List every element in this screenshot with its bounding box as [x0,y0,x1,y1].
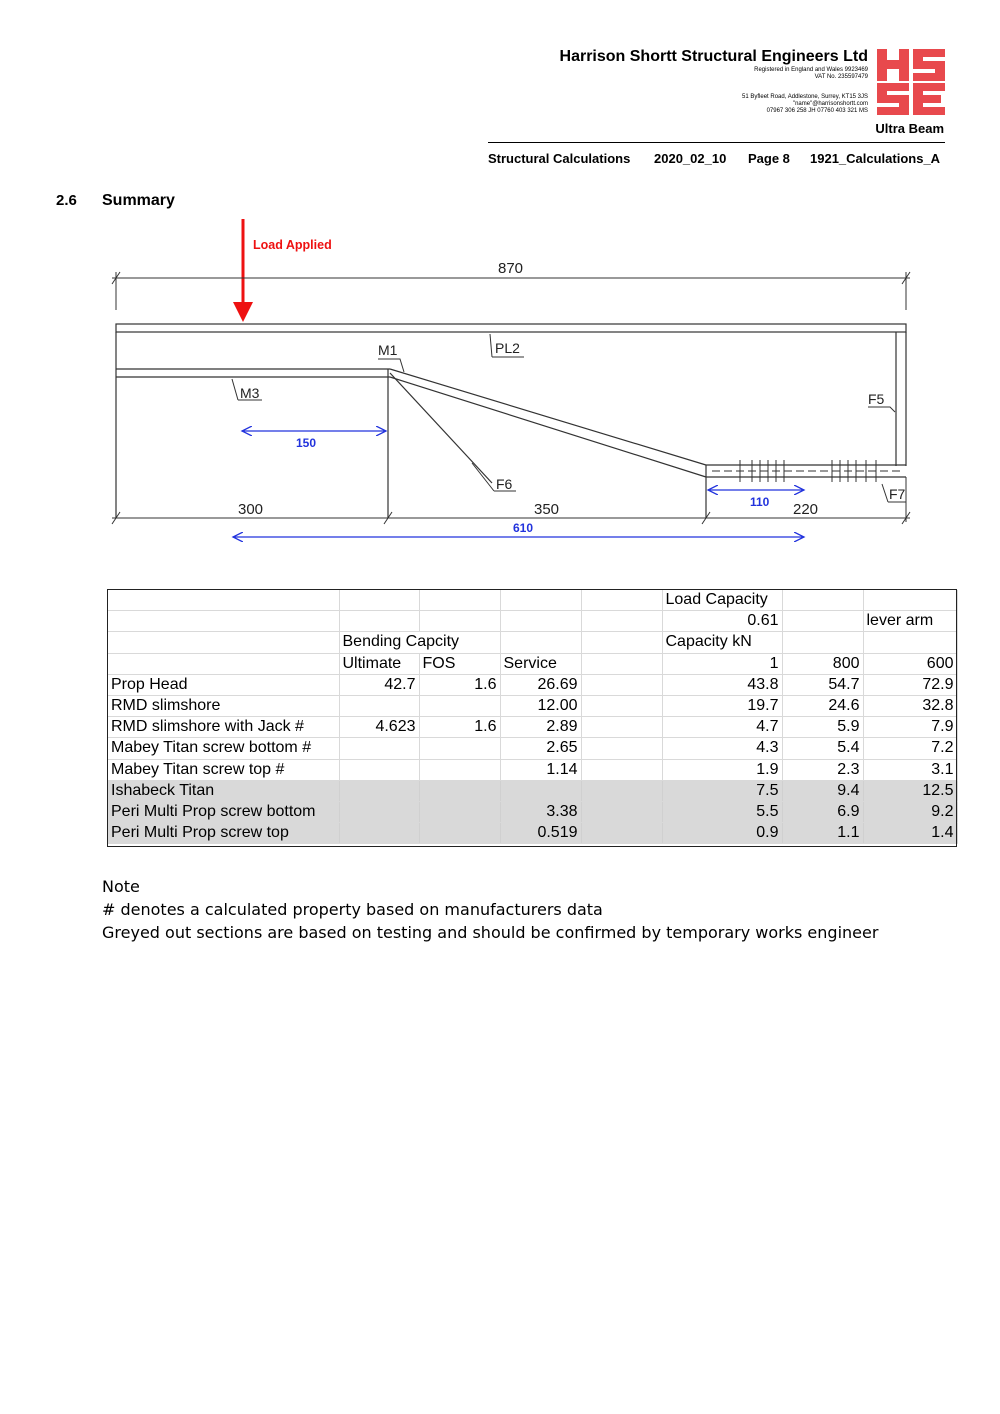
top-plate [116,324,906,332]
section-title: Summary [102,192,175,209]
capacity-600-value: 32.8 [863,695,957,716]
dimension-300-label: 300 [238,501,264,518]
prop-name: Prop Head [108,674,339,695]
company-phones: 07967 306 258 JH 07760 403 321 MS [766,108,868,114]
table-cell [108,653,339,674]
member-label-f5: F5 [868,391,885,407]
note-title: Note [102,877,140,896]
capacity-600-value: 9.2 [863,801,957,822]
table-cell [339,590,419,611]
capacity-800-value: 54.7 [782,674,863,695]
table-cell [863,632,957,653]
table-cell [782,632,863,653]
prop-name: RMD slimshore [108,695,339,716]
table-cell [419,590,500,611]
member-label-m3: M3 [240,385,260,401]
ultimate-value: 42.7 [339,674,419,695]
dimension-110-label: 110 [750,495,770,509]
table-row [108,717,957,738]
table-cell [581,780,662,801]
bending-capacity-heading: Bending Capcity [339,632,500,653]
capacity-1-value: 1.9 [662,759,782,780]
table-header-row [108,611,957,632]
doc-reference: 1921_Calculations_A [810,151,941,166]
capacity-800-value: 1.1 [782,823,863,844]
lever-arm-heading: lever arm [863,611,957,632]
table-row [108,695,957,716]
company-name: Harrison Shortt Structural Engineers Ltd [559,48,868,65]
fos-heading: FOS [419,653,500,674]
table-cell [581,632,662,653]
capacity-kn-heading: Capacity kN [662,632,782,653]
capacity-600-value: 7.9 [863,717,957,738]
fos-value [419,780,500,801]
member-label-pl2: PL2 [495,340,520,356]
fos-value [419,823,500,844]
capacity-800-value: 5.4 [782,738,863,759]
service-heading: Service [500,653,581,674]
prop-name: Peri Multi Prop screw bottom [108,801,339,822]
note-line-1: # denotes a calculated property based on manufacturers data [102,900,603,919]
header-divider [488,142,945,143]
capacity-800-value: 24.6 [782,695,863,716]
ultimate-value [339,823,419,844]
ultimate-value [339,801,419,822]
dimension-overall [112,272,910,310]
table-header-row [108,590,957,611]
capacity-800-value: 5.9 [782,717,863,738]
ultimate-value [339,695,419,716]
ultimate-heading: Ultimate [339,653,419,674]
dimension-610-label: 610 [513,521,534,535]
member-label-m1: M1 [378,342,398,358]
table-cell [419,611,500,632]
table-cell [863,590,957,611]
capacity-600-value: 12.5 [863,780,957,801]
capacity-600-value: 3.1 [863,759,957,780]
table-cell [581,653,662,674]
service-value: 1.14 [500,759,581,780]
capacity-600-value: 7.2 [863,738,957,759]
capacity-1-value: 43.8 [662,674,782,695]
company-logo [877,49,945,115]
doc-date: 2020_02_10 [654,151,727,166]
table-cell [500,632,581,653]
member-label-f6: F6 [496,476,513,492]
table-row [108,759,957,780]
capacity-1-value: 5.5 [662,801,782,822]
note-line-2: Greyed out sections are based on testing and should be confirmed by temporary works engineer [102,923,879,942]
section-number: 2.6 [56,192,77,209]
table-cell [782,590,863,611]
service-value [500,780,581,801]
capacity-800-value: 6.9 [782,801,863,822]
beam-diagram [0,210,1000,560]
fos-value [419,801,500,822]
capacity-1-value: 7.5 [662,780,782,801]
table-row-greyed [108,801,957,822]
prop-name: Ishabeck Titan [108,780,339,801]
table-row [108,738,957,759]
member-label-f7: F7 [889,486,906,502]
prop-name: Peri Multi Prop screw top [108,823,339,844]
load-capacity-heading: Load Capacity [662,590,782,611]
ultimate-value [339,780,419,801]
lower-fixings [712,460,900,482]
fos-value: 1.6 [419,717,500,738]
company-registration: Registered in England and Wales 9923469 [754,67,868,73]
load-arrow [233,219,253,322]
table-cell [581,738,662,759]
table-cell [108,632,339,653]
ultimate-value: 4.623 [339,717,419,738]
service-value: 26.69 [500,674,581,695]
service-value: 12.00 [500,695,581,716]
lever-1-heading: 1 [662,653,782,674]
service-value: 0.519 [500,823,581,844]
lever-800-heading: 800 [782,653,863,674]
capacity-600-value: 1.4 [863,823,957,844]
table-cell [581,759,662,780]
dimension-870-label: 870 [498,260,524,277]
fos-value [419,738,500,759]
table-cell [581,674,662,695]
table-cell [581,695,662,716]
capacity-1-value: 4.3 [662,738,782,759]
table-cell [581,611,662,632]
product-name: Ultra Beam [875,121,944,136]
page-number: Page 8 [748,151,790,166]
table-header-row [108,632,957,653]
fos-value [419,695,500,716]
ultimate-value [339,738,419,759]
company-vat: VAT No. 235597479 [814,74,868,80]
table-row-greyed [108,780,957,801]
load-capacity-factor: 0.61 [662,611,782,632]
capacity-1-value: 19.7 [662,695,782,716]
prop-name: Mabey Titan screw bottom # [108,738,339,759]
capacity-800-value: 9.4 [782,780,863,801]
doc-type: Structural Calculations [488,151,631,166]
load-applied-label: Load Applied [253,238,332,252]
company-email: "name"@harrisonshortt.com [792,101,868,107]
prop-name: RMD slimshore with Jack # [108,717,339,738]
table-cell [500,590,581,611]
fos-value [419,759,500,780]
table-cell [108,611,339,632]
table-cell [581,823,662,844]
capacity-800-value: 2.3 [782,759,863,780]
capacity-1-value: 4.7 [662,717,782,738]
prop-name: Mabey Titan screw top # [108,759,339,780]
service-value: 2.65 [500,738,581,759]
table-header-row [108,653,957,674]
company-address: 51 Byfleet Road, Addlestone, Surrey, KT15 3JS [742,94,868,100]
table-cell [581,801,662,822]
table-cell [108,590,339,611]
dimension-350-label: 350 [534,501,560,518]
service-value: 2.89 [500,717,581,738]
service-value: 3.38 [500,801,581,822]
table-cell [581,590,662,611]
table-row [108,674,957,695]
table-cell [339,611,419,632]
fos-value: 1.6 [419,674,500,695]
table-row-greyed [108,823,957,844]
table-cell [500,611,581,632]
ultimate-value [339,759,419,780]
table-cell [581,717,662,738]
capacity-1-value: 0.9 [662,823,782,844]
dimension-150-label: 150 [296,436,317,450]
dimension-220-label: 220 [793,501,819,518]
lever-600-heading: 600 [863,653,957,674]
capacity-600-value: 72.9 [863,674,957,695]
capacity-table [108,590,958,844]
table-cell [782,611,863,632]
